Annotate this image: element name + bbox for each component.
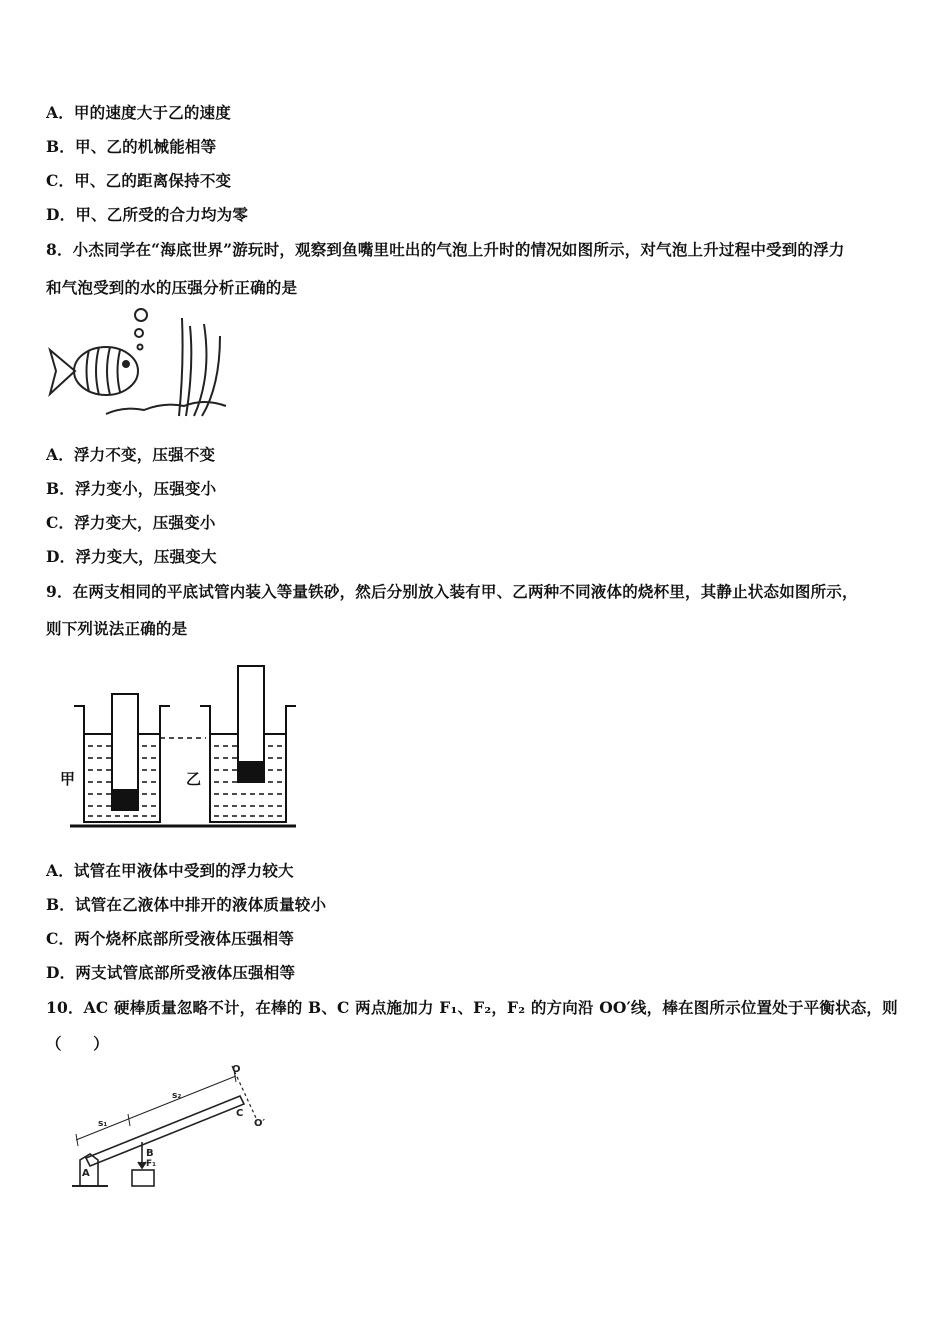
q7-option-a: A．甲的速度大于乙的速度 (46, 103, 231, 122)
label-f1: F₁ (146, 1159, 157, 1169)
label-o-prime: O′ (254, 1118, 266, 1129)
q8-stem-line2: 和气泡受到的水的压强分析正确的是 (46, 278, 298, 297)
q9-beakers-figure (60, 662, 300, 834)
label-b: B (146, 1148, 154, 1159)
q8-option-d: D．浮力变大，压强变大 (46, 547, 217, 566)
q8-stem-line1: 8．小杰同学在“海底世界”游玩时，观察到鱼嘴里吐出的气泡上升时的情况如图所示，对气泡上升过程中受到的浮力 (46, 240, 845, 259)
label-yi: 乙 (186, 770, 202, 788)
q9-stem-line1: 9．在两支相同的平底试管内装入等量铁砂，然后分别放入装有甲、乙两种不同液体的烧杯里，其静止状态如图所示， (46, 582, 858, 601)
q9-option-c: C．两个烧杯底部所受液体压强相等 (46, 929, 295, 948)
q8-option-a: A．浮力不变，压强不变 (46, 445, 216, 464)
label-a: A (82, 1168, 90, 1179)
q9-option-b: B．试管在乙液体中排开的液体质量较小 (46, 895, 327, 914)
q7-option-b: B．甲、乙的机械能相等 (46, 137, 217, 156)
lever-rod (86, 1096, 244, 1166)
label-jia: 甲 (60, 770, 76, 788)
q9-option-d: D．两支试管底部所受液体压强相等 (46, 963, 296, 982)
q7-option-c: C．甲、乙的距离保持不变 (46, 171, 232, 190)
q7-option-d: D．甲、乙所受的合力均为零 (46, 205, 249, 224)
label-c: C (236, 1108, 244, 1119)
bubble-small (138, 345, 143, 350)
bubble-large (135, 309, 147, 321)
q10-lever-figure (68, 1062, 278, 1192)
q9-stem-line2: 则下列说法正确的是 (46, 619, 188, 638)
q10-stem-line1: 10．AC 硬棒质量忽略不计，在棒的 B、C 两点施加力 F₁、F₂，F₂ 的方向沿 OO′线，棒在图所示位置处于平衡状态，则 (46, 998, 898, 1017)
label-o: O (232, 1064, 241, 1075)
q10-stem-line2: （ ） (46, 1034, 109, 1053)
q8-option-c: C．浮力变大，压强变小 (46, 513, 216, 532)
label-s2: s₂ (172, 1091, 182, 1101)
q8-option-b: B．浮力变小，压强变小 (46, 479, 217, 498)
bubble-medium (135, 329, 143, 337)
q9-option-a: A．试管在甲液体中受到的浮力较大 (46, 861, 294, 880)
q8-fish-figure (44, 306, 230, 426)
label-s1: s₁ (98, 1119, 108, 1129)
